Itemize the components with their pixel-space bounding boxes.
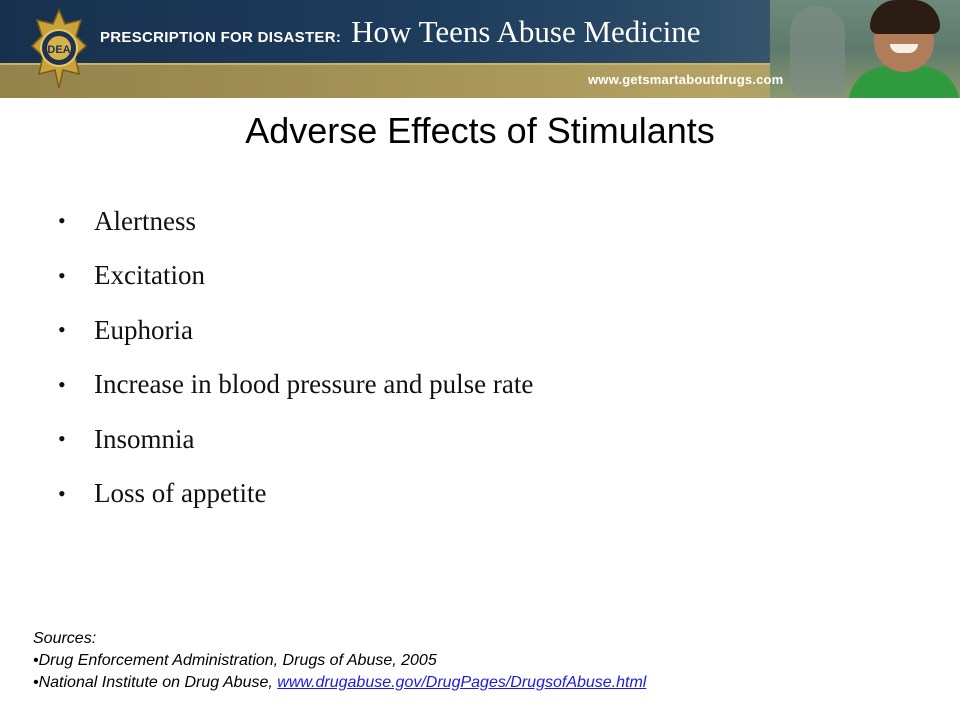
source-item (33, 672, 646, 694)
bullet-text: Excitation (94, 260, 205, 291)
bullet-item (58, 249, 533, 304)
bullet-text: Alertness (94, 205, 196, 236)
header-banner (0, 0, 960, 98)
badge-text: DEA (47, 44, 71, 56)
hair (870, 0, 940, 34)
bullet-icon: • (58, 480, 66, 506)
bullet-icon: • (58, 317, 66, 343)
source-text: •National Institute on Drug Abuse, (33, 674, 278, 691)
teen-photo (770, 0, 960, 98)
bullet-icon: • (58, 262, 66, 288)
bullet-text: Insomnia (94, 423, 195, 454)
source-text: •Drug Enforcement Administration, Drugs of Abuse, 2005 (33, 652, 437, 669)
banner-main-title: How Teens Abuse Medicine (351, 14, 701, 49)
background-person (790, 6, 845, 96)
bullet-text: Euphoria (94, 314, 193, 345)
bullet-icon: • (58, 208, 66, 234)
dea-badge-icon (30, 8, 88, 92)
source-item (33, 650, 646, 672)
bullet-item (58, 303, 533, 358)
source-link[interactable]: www.drugabuse.gov/DrugPages/DrugsofAbuse.html (277, 674, 647, 691)
bullet-icon: • (58, 426, 66, 452)
slide-title: Adverse Effects of Stimulants (245, 110, 715, 151)
banner-title (100, 14, 701, 50)
bullet-item (58, 358, 533, 413)
bullet-text: Increase in blood pressure and pulse rate (94, 369, 534, 400)
sources-heading: Sources: (33, 630, 97, 647)
bullet-list (58, 194, 533, 521)
bullet-item (58, 194, 533, 249)
sources-block (33, 628, 646, 694)
bullet-item (58, 412, 533, 467)
bullet-icon: • (58, 371, 66, 397)
bullet-text: Loss of appetite (94, 478, 267, 509)
bullet-item (58, 467, 533, 522)
banner-prefix: PRESCRIPTION FOR DISASTER: (100, 29, 342, 46)
banner-url: www.getsmartaboutdrugs.com (588, 72, 784, 87)
